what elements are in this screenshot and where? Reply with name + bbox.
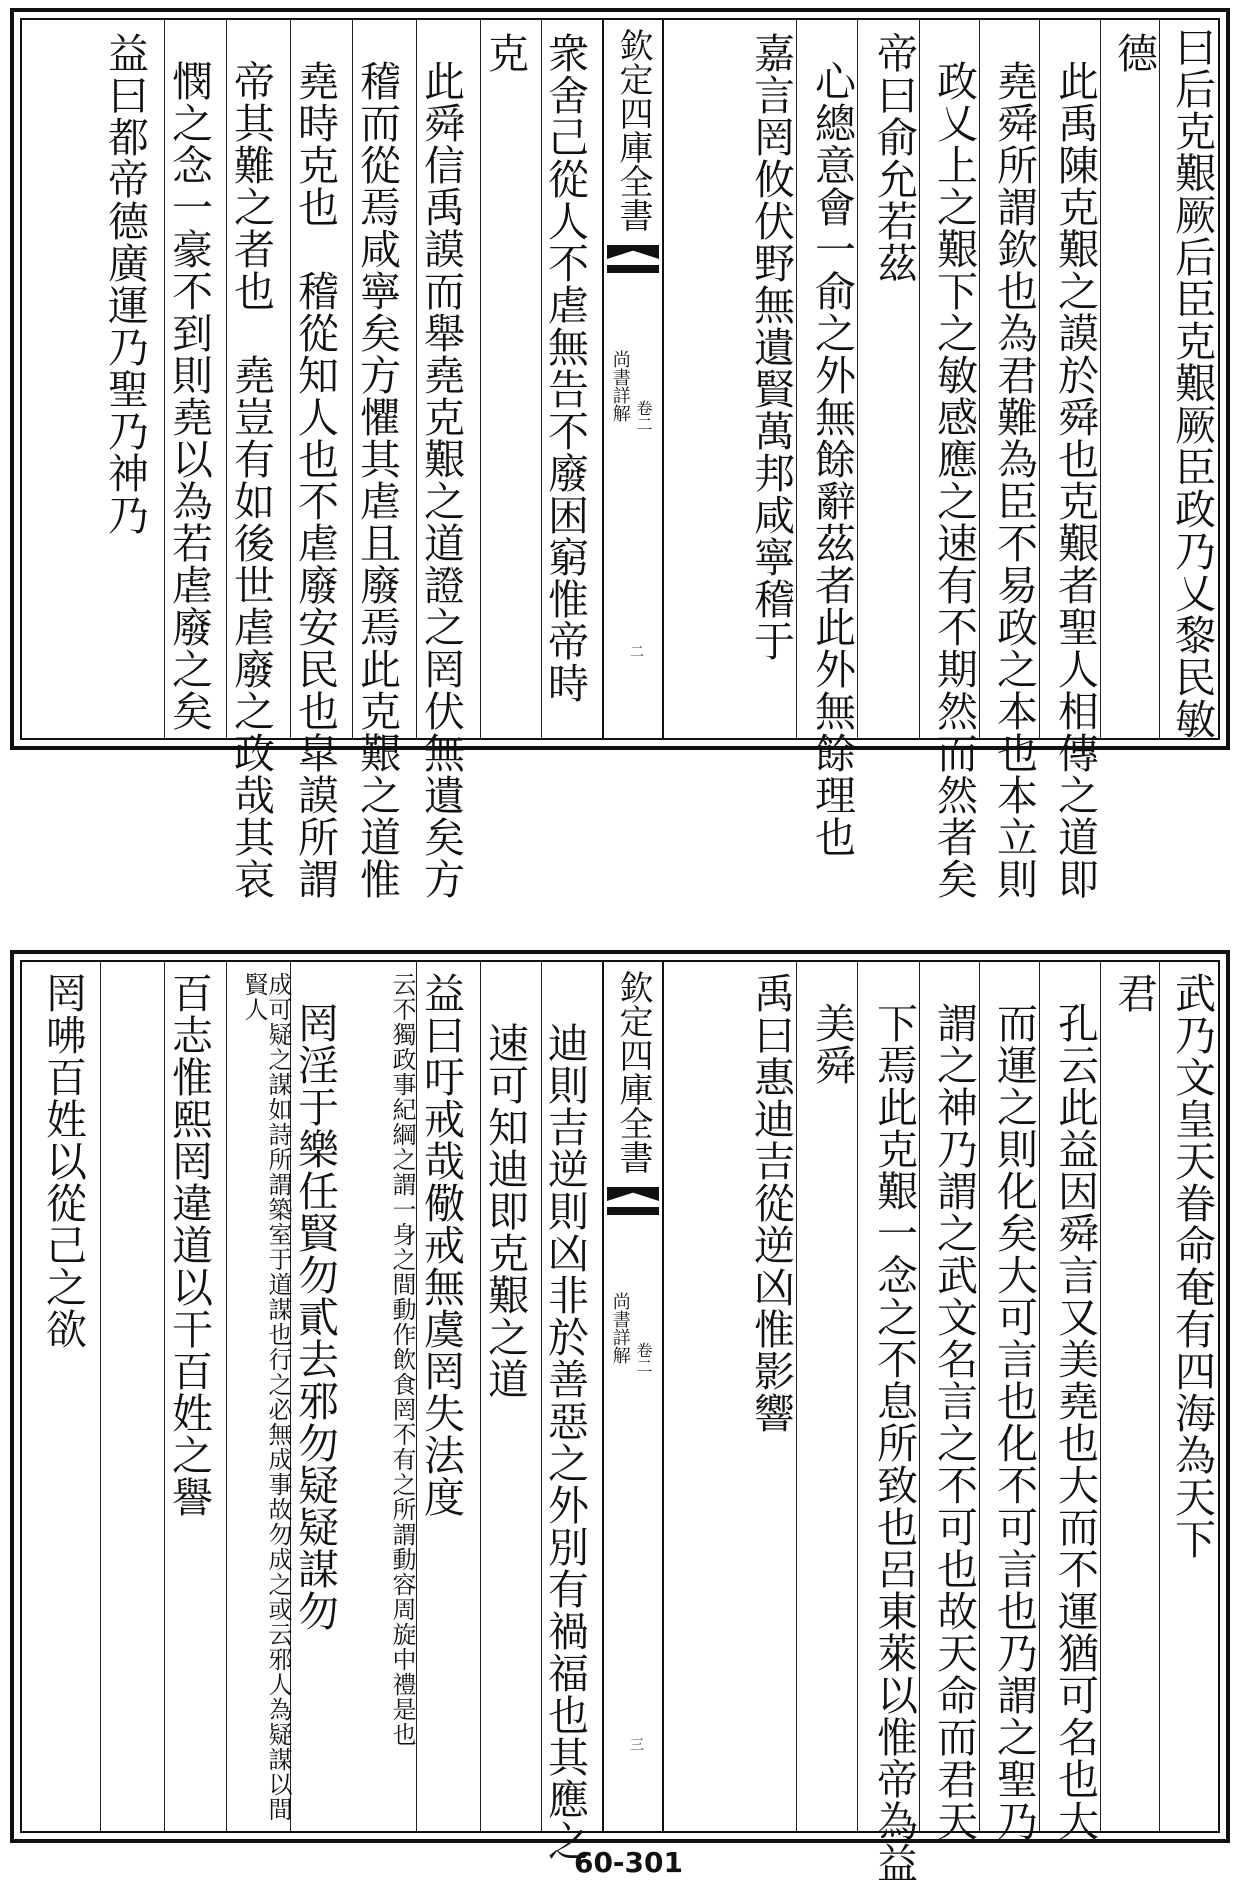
text-column: 嘉言罔攸伏野無遺賢萬邦咸寧稽于	[747, 32, 795, 662]
fish-tail-mark	[607, 1187, 659, 1201]
text-column: 美舜	[808, 1002, 856, 1086]
text-column: 君	[1110, 972, 1158, 1014]
column-rule	[796, 962, 797, 1831]
center-fold	[602, 962, 664, 1831]
column-rule	[919, 962, 920, 1831]
column-rule	[919, 20, 920, 738]
text-column: 克	[481, 32, 529, 74]
column-rule	[979, 962, 980, 1831]
volume-label: 卷二	[634, 400, 653, 432]
text-column: 速可知迪即克艱之道	[481, 1022, 529, 1400]
text-column: 政乂上之艱下之敏感應之速有不期然而然者矣	[930, 60, 978, 900]
column-rule	[1159, 20, 1160, 738]
column-rule	[226, 20, 227, 738]
text-column: 益曰吁戒哉儆戒無虞罔失法度	[417, 972, 465, 1518]
commentary-column: 成可疑之謀如詩所謂築室于道謀也行之必無成事故勿成之或云邪人為疑謀以間賢人	[240, 972, 292, 1822]
text-column: 罔咈百姓以從己之欲	[39, 972, 87, 1350]
center-title: 欽定四庫全書	[613, 28, 653, 232]
fish-tail-bar	[607, 265, 659, 273]
text-column: 心總意會一俞之外無餘辭茲者此外無餘理也	[808, 60, 856, 858]
text-column: 武乃文皇天眷命奄有四海為天下	[1168, 972, 1216, 1560]
leaf-number: 二	[628, 644, 644, 658]
fish-tail-mark	[607, 245, 659, 259]
top-page	[10, 8, 1230, 900]
text-column: 謂之神乃謂之武文名言之不可也故天命而君天	[930, 1002, 978, 1842]
text-column: 曰后克艱厥后臣克艱厥臣政乃乂黎民敏	[1168, 26, 1216, 740]
text-column: 堯舜所謂欽也為君難為臣不易政之本也本立則	[990, 60, 1038, 900]
column-rule	[796, 20, 797, 738]
text-column: 而運之則化矣大可言也化不可言也乃謂之聖乃	[990, 1002, 1038, 1842]
column-rule	[100, 962, 101, 1831]
text-column: 此舜信禹謨而舉堯克艱之道證之罔伏無遺矣方	[417, 60, 465, 900]
text-column: 堯時克也 稽從知人也不虐廢安民也皐謨所謂	[291, 60, 339, 900]
column-rule	[1039, 20, 1040, 738]
book-title: 尚書詳解	[609, 1292, 631, 1364]
column-rule	[226, 962, 227, 1831]
leaf-number: 三	[628, 1737, 644, 1751]
column-rule	[1100, 20, 1101, 738]
text-column: 帝其難之者也 堯豈有如後世虐廢之政哉其哀	[227, 60, 275, 900]
column-rule	[979, 20, 980, 738]
column-rule	[480, 20, 481, 738]
text-column: 罔淫于樂任賢勿貳去邪勿疑疑謀勿	[291, 1002, 339, 1632]
text-column: 下焉此克艱一念之不息所致也呂東萊以惟帝為益	[870, 1002, 918, 1884]
column-rule	[857, 20, 858, 738]
column-rule	[352, 20, 353, 738]
center-title: 欽定四庫全書	[613, 970, 653, 1174]
text-column: 帝曰俞允若茲	[870, 32, 918, 284]
column-rule	[1159, 962, 1160, 1831]
column-rule	[416, 20, 417, 738]
text-column: 德	[1110, 32, 1158, 74]
column-rule	[290, 20, 291, 738]
column-rule	[480, 962, 481, 1831]
text-column: 稽而從焉咸寧矣方懼其虐且廢焉此克艱之道惟	[353, 60, 401, 900]
text-column: 益曰都帝德廣運乃聖乃神乃	[101, 32, 149, 536]
column-rule	[541, 20, 542, 738]
column-rule	[164, 20, 165, 738]
column-rule	[1100, 962, 1101, 1831]
text-column: 百志惟熙罔違道以干百姓之譽	[165, 972, 213, 1518]
page-label: 60-301	[573, 1846, 684, 1879]
fish-tail-bar	[607, 1207, 659, 1215]
center-fold	[602, 20, 664, 738]
text-column: 迪則吉逆則凶非於善惡之外別有禍福也其應之	[541, 1022, 589, 1862]
text-column: 衆舍己從人不虐無告不廢困窮惟帝時	[541, 32, 589, 704]
top-page-frame	[20, 18, 1220, 900]
commentary-column: 云不獨政事紀綱之謂一身之間動作飲食罔不有之所謂動容周旋中禮是也	[388, 972, 416, 1747]
column-rule	[857, 962, 858, 1831]
column-rule	[1039, 962, 1040, 1831]
text-column: 孔云此益因舜言又美堯也大而不運猶可名也大	[1051, 1002, 1099, 1842]
text-column: 憫之念一豪不到則堯以為若虐廢之矣	[165, 60, 213, 732]
column-rule	[416, 962, 417, 1831]
volume-label: 卷二	[634, 1342, 653, 1374]
text-column: 此禹陳克艱之謨於舜也克艱者聖人相傳之道即	[1051, 60, 1099, 900]
book-title: 尚書詳解	[609, 350, 631, 422]
column-rule	[541, 962, 542, 1831]
text-column: 禹曰惠迪吉從逆凶惟影響	[747, 972, 795, 1434]
